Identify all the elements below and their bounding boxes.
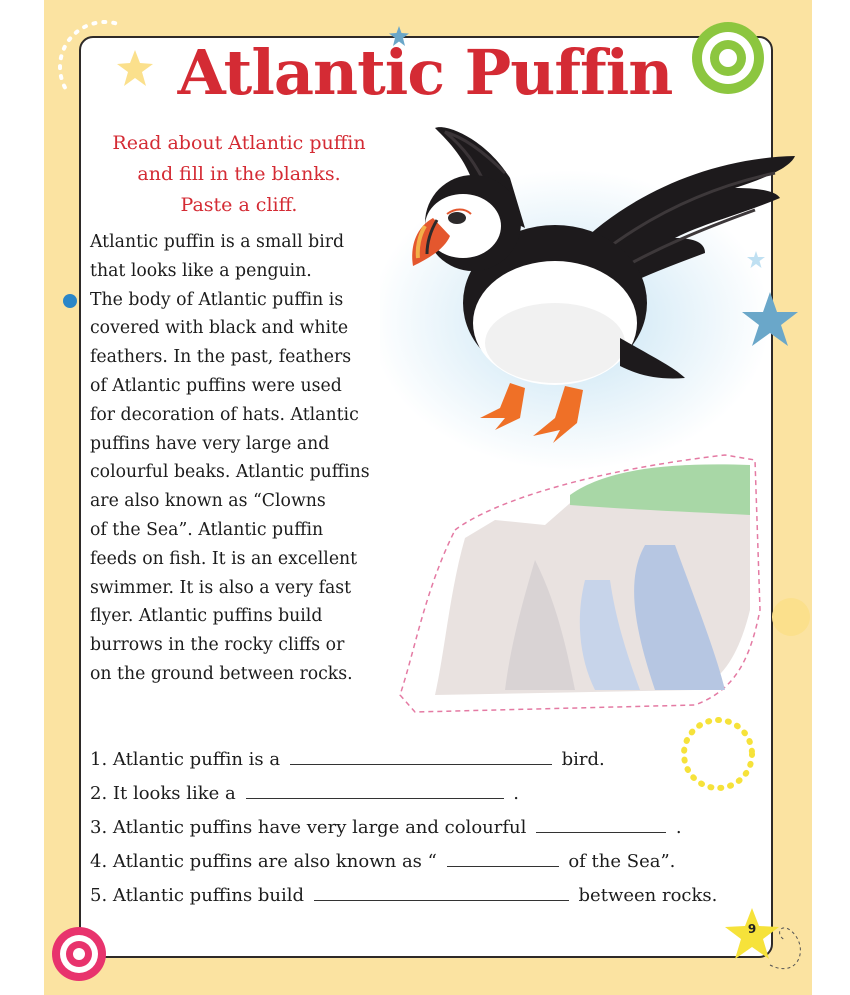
dotted-circle-icon	[676, 712, 760, 796]
question-2	[90, 778, 519, 804]
puffin-illustration	[405, 118, 800, 453]
passage-line: feeds on fish. It is an excellent	[90, 548, 358, 569]
answer-blank-1[interactable]	[290, 744, 552, 765]
passage-line: flyer. Atlantic puffins build	[90, 606, 323, 627]
passage-line: The body of Atlantic puffin is	[90, 289, 344, 310]
passage-line: that looks like a penguin.	[90, 260, 312, 281]
question-1	[90, 744, 605, 770]
passage-line: colourful beaks. Atlantic puffins	[90, 462, 370, 483]
cliff-cutout	[395, 450, 765, 720]
question-3	[90, 812, 682, 838]
question-text: .	[513, 783, 519, 804]
instructions	[84, 128, 394, 221]
passage-line: on the ground between rocks.	[90, 663, 353, 684]
answer-blank-2[interactable]	[246, 778, 504, 799]
passage-line: covered with black and white	[90, 318, 349, 339]
answer-blank-5[interactable]	[314, 880, 569, 901]
passage-line: are also known as “Clowns	[90, 491, 326, 512]
ring-icon	[686, 16, 770, 100]
page-title: Atlantic Puffin	[177, 36, 673, 109]
question-text: bird.	[561, 749, 605, 770]
question-text: 1. Atlantic puffin is a	[90, 749, 281, 770]
passage	[90, 228, 435, 689]
instruction-line: Read about Atlantic puffin	[112, 132, 366, 154]
question-text: 5. Atlantic puffins build	[90, 885, 305, 906]
question-text: of the Sea”.	[568, 851, 676, 872]
star-icon	[740, 290, 800, 350]
bullet-dot	[63, 294, 77, 308]
instruction-line: and fill in the blanks.	[137, 163, 341, 185]
passage-line: for decoration of hats. Atlantic	[90, 404, 359, 425]
passage-line: puffins have very large and	[90, 433, 330, 454]
answer-blank-3[interactable]	[536, 812, 666, 833]
circle-decoration	[772, 598, 810, 636]
passage-line: of the Sea”. Atlantic puffin	[90, 519, 324, 540]
passage-line: Atlantic puffin is a small bird	[90, 232, 345, 252]
ring-icon	[50, 925, 108, 983]
passage-line: feathers. In the past, feathers	[90, 347, 352, 368]
question-text: between rocks.	[578, 885, 718, 906]
dashed-swirl-icon	[740, 905, 810, 985]
question-text: .	[675, 817, 682, 838]
question-4	[90, 846, 675, 872]
star-icon	[746, 250, 766, 270]
passage-line: burrows in the rocky cliffs or	[90, 635, 345, 656]
passage-line: of Atlantic puffins were used	[90, 375, 342, 396]
passage-line: swimmer. It is also a very fast	[90, 577, 352, 598]
answer-blank-4[interactable]	[447, 846, 559, 867]
question-text: 3. Atlantic puffins have very large and colourful	[90, 817, 527, 838]
question-text: 2. It looks like a	[90, 783, 236, 804]
page-number: 9	[747, 922, 757, 936]
question-text: 4. Atlantic puffins are also known as “	[90, 851, 437, 872]
question-5	[90, 880, 717, 906]
instruction-line: Paste a cliff.	[180, 194, 298, 216]
star-icon	[115, 48, 155, 88]
